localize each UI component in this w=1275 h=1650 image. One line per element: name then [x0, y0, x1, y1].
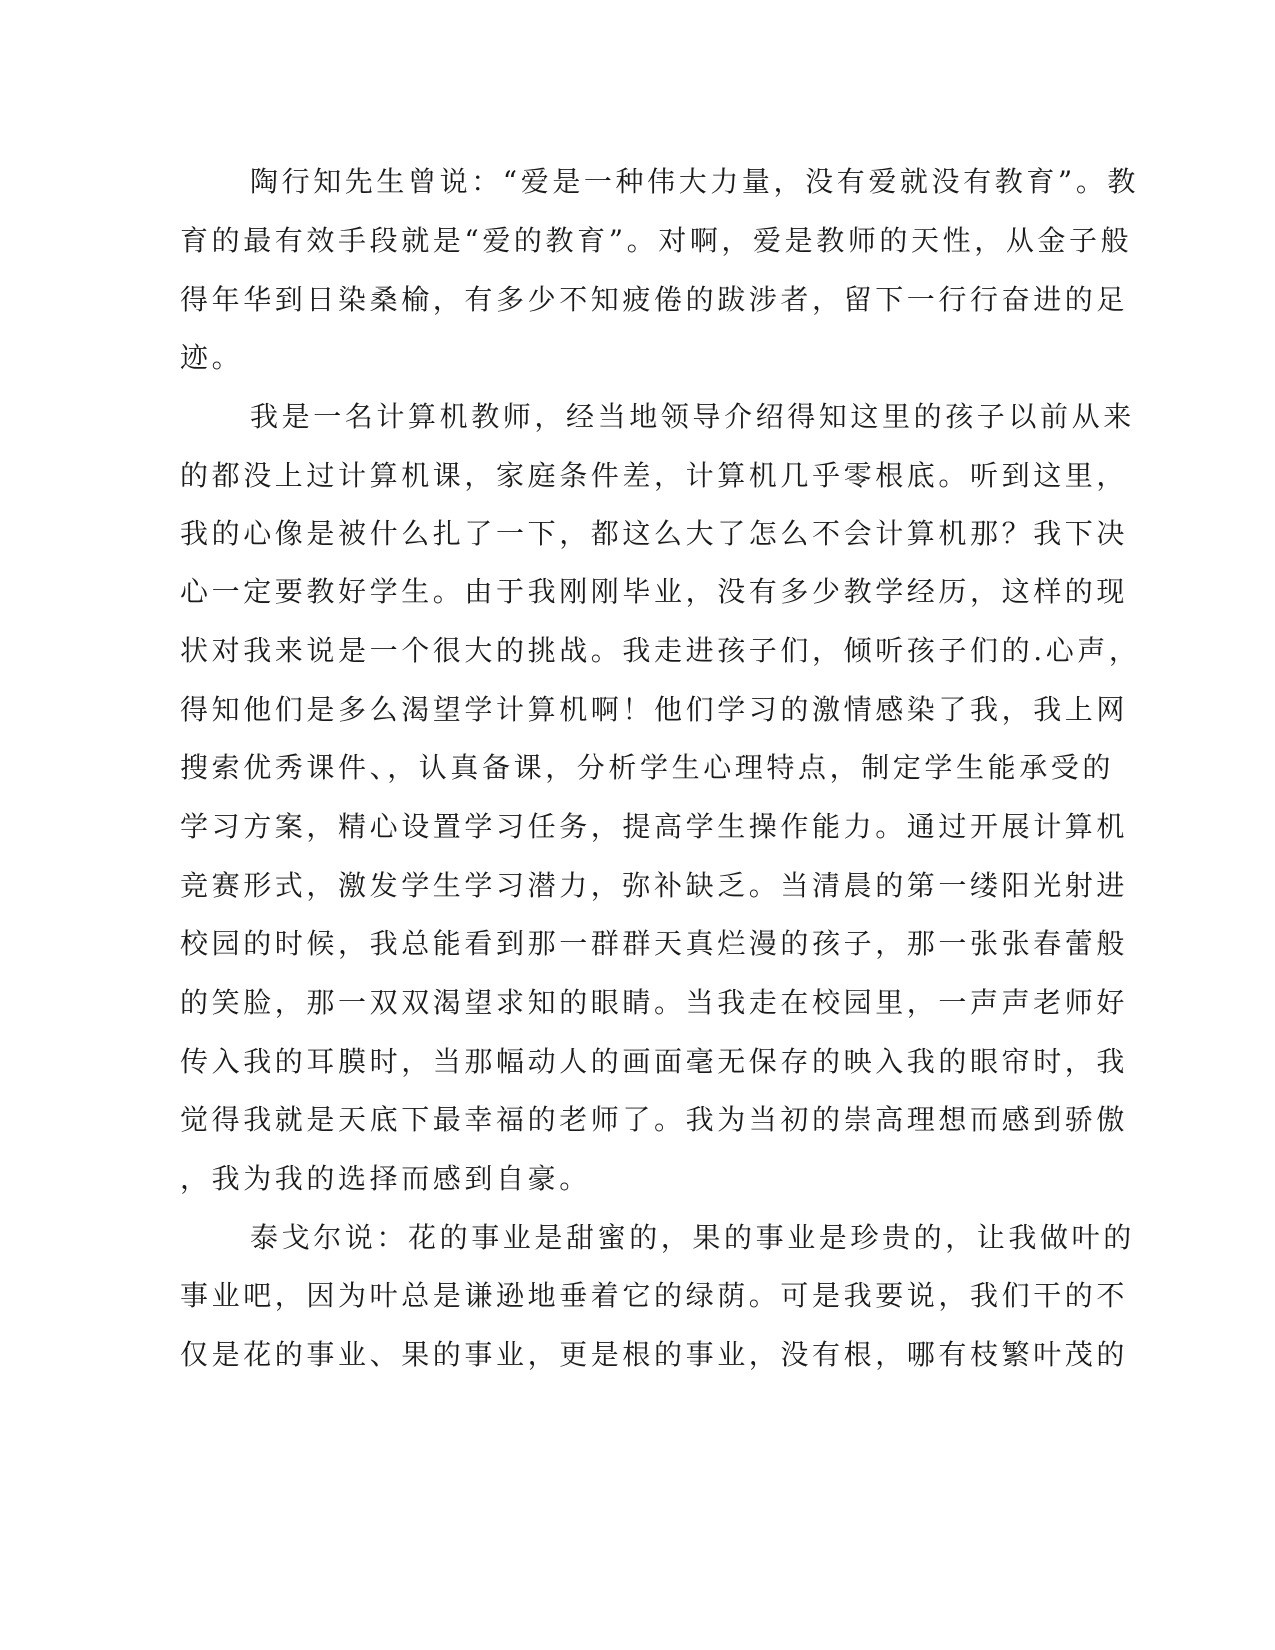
- text-line: 我是一名计算机教师，经当地领导介绍得知这里的孩子以前从来: [250, 400, 1135, 433]
- text-line: 得知他们是多么渴望学计算机啊！他们学习的激情感染了我，我上网: [180, 693, 1129, 726]
- text-line: 传入我的耳膜时，当那幅动人的画面毫无保存的映入我的眼帘时，我: [180, 1045, 1129, 1078]
- text-line: 的笑脸，那一双双渴望求知的眼睛。当我走在校园里，一声声老师好: [180, 986, 1129, 1019]
- text-line: 竞赛形式，激发学生学习潜力，弥补缺乏。当清晨的第一缕阳光射进: [180, 869, 1129, 902]
- text-line: 得年华到日染桑榆，有多少不知疲倦的跋涉者，留下一行行奋进的足: [180, 283, 1129, 316]
- text-line: 的都没上过计算机课，家庭条件差，计算机几乎零根底。听到这里，: [180, 459, 1129, 492]
- text-line: 状对我来说是一个很大的挑战。我走进孩子们，倾听孩子们的.心声，: [180, 634, 1141, 667]
- text-line: 我的心像是被什么扎了一下，都这么大了怎么不会计算机那？我下决: [180, 517, 1129, 550]
- text-line: 学习方案，精心设置学习任务，提高学生操作能力。通过开展计算机: [180, 810, 1129, 843]
- text-line: 校园的时候，我总能看到那一群群天真烂漫的孩子，那一张张春蕾般: [180, 927, 1129, 960]
- text-line: 搜索优秀课件、，认真备课，分析学生心理特点，制定学生能承受的: [180, 751, 1115, 784]
- text-line: 心一定要教好学生。由于我刚刚毕业，没有多少教学经历，这样的现: [180, 575, 1129, 608]
- text-line: 仅是花的事业、果的事业，更是根的事业，没有根，哪有枝繁叶茂的: [180, 1338, 1129, 1371]
- text-line: 陶行知先生曾说：“爱是一种伟大力量，没有爱就没有教育”。教: [250, 165, 1140, 198]
- text-line: 觉得我就是天底下最幸福的老师了。我为当初的崇高理想而感到骄傲: [180, 1103, 1129, 1136]
- text-line: 迹。: [180, 341, 244, 374]
- text-line: 泰戈尔说：花的事业是甜蜜的，果的事业是珍贵的，让我做叶的: [250, 1221, 1135, 1254]
- text-line: 育的最有效手段就是“爱的教育”。对啊，爱是教师的天性，从金子般: [180, 224, 1133, 257]
- text-line: ，我为我的选择而感到自豪。: [180, 1162, 591, 1195]
- text-line: 事业吧，因为叶总是谦逊地垂着它的绿荫。可是我要说，我们干的不: [180, 1279, 1129, 1312]
